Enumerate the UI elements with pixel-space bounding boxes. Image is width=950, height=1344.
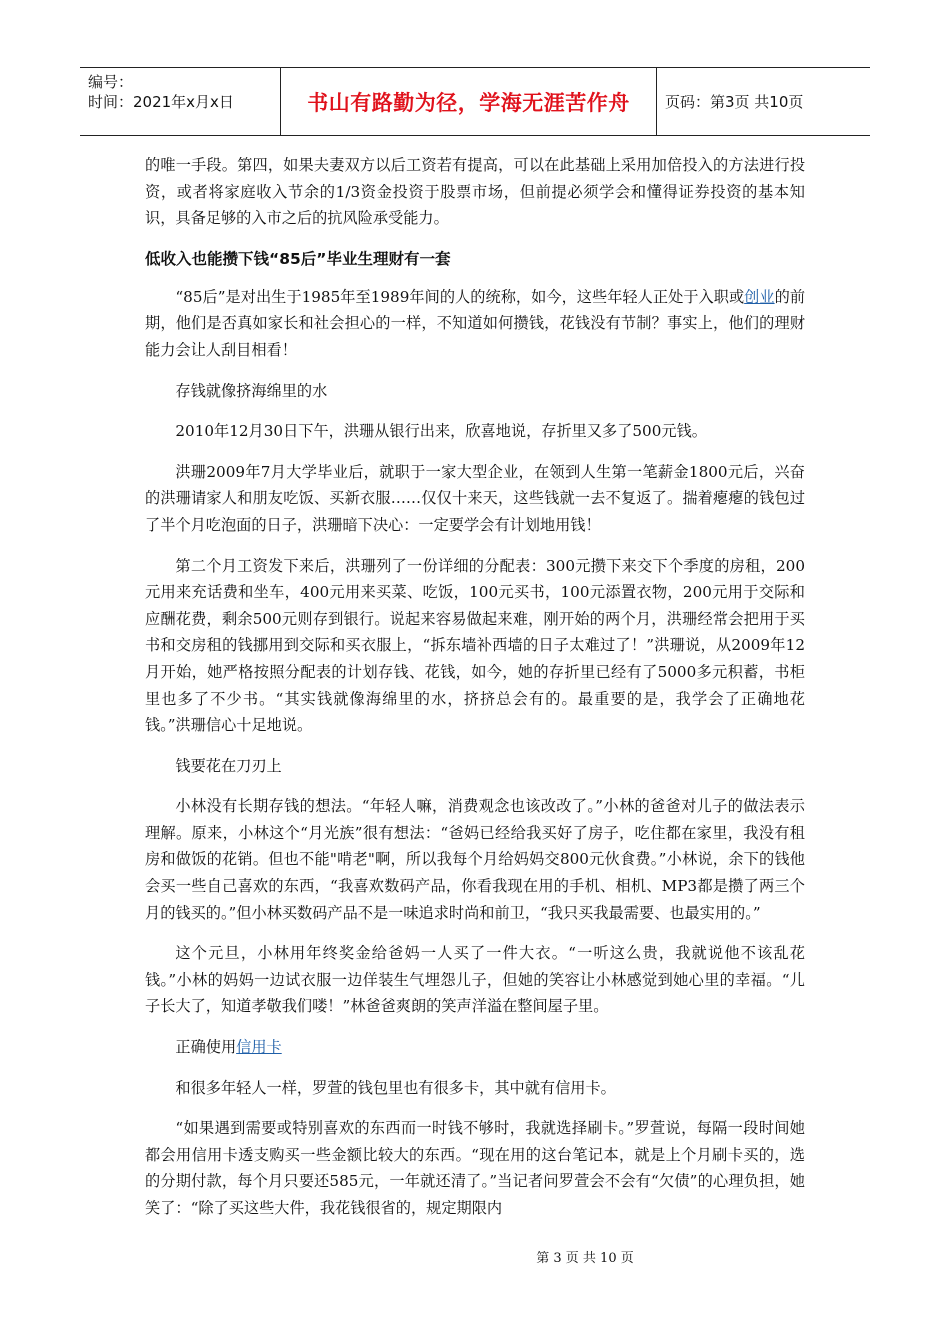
header-motto: 书山有路勤为径，学海无涯苦作舟 <box>281 68 657 135</box>
paragraph-xiaolin-1: 小林没有长期存钱的想法。“年轻人嘛，消费观念也该改改了。”小林的爸爸对儿子的做法表示理解。原来，小林这个“月光族”很有想法：“爸妈已经给我买好了房子，吃住都在家里，我没有租房和做饭的花销。但也不能"啃老"啊，所以我每个月给妈妈交800元伙食费。”小林说，余下的钱他会买一些自己喜欢的东西，“我喜欢数码产品，你看我现在用的手机、相机、MP3都是攒了两三个月的钱买的。”但小林买数码产品不是一味追求时尚和前卫，“我只买我最需要、也最实用的。” <box>145 797 805 922</box>
subheading-credit-card <box>145 1034 805 1061</box>
paragraph-luoxuan-1: 和很多年轻人一样，罗萱的钱包里也有很多卡，其中就有信用卡。 <box>175 1078 616 1097</box>
paragraph-luoxuan-2: “如果遇到需要或特别喜欢的东西而一时钱不够时，我就选择刷卡。”罗萱说，每隔一段时间她都会用信用卡透支购买一些金额比较大的东西。“现在用的这台笔记本，就是上个月刷卡买的，选的分期付款，每个月只要还585元，一年就还清了。”当记者问罗萱会不会有“欠债”的心理负担，她笑了：“除了买这些大件，我花钱很省的，规定期限内 <box>145 1119 805 1217</box>
subheading-spending: 钱要花在刀刃上 <box>175 756 282 775</box>
paragraph-85s <box>145 284 805 364</box>
link-credit-card[interactable]: 信用卡 <box>236 1038 282 1057</box>
page-header <box>80 67 870 136</box>
header-meta <box>80 68 281 135</box>
link-chuangye[interactable]: 创业 <box>744 287 775 306</box>
header-page-label: 页码：第3页 共10页 <box>665 93 804 111</box>
paragraph-hongshan-1: 2010年12月30日下午，洪珊从银行出来，欣喜地说，存折里又多了500元钱。 <box>175 422 707 441</box>
article-body <box>145 152 805 1236</box>
paragraph-hongshan-2: 洪珊2009年7月大学毕业后，就职于一家大型企业，在领到人生第一笔薪金1800元后，兴奋的洪珊请家人和朋友吃饭、买新衣服……仅仅十来天，这些钱就一去不复返了。揣着瘪瘪的钱包过了半个月吃泡面的日子，洪珊暗下决心：一定要学会有计划地用钱！ <box>145 462 805 534</box>
number-label: 编号： <box>88 73 134 91</box>
paragraph-85s-text-a: “85后”是对出生于1985年至1989年间的人的统称，如今，这些年轻人正处于入职或 <box>175 287 745 306</box>
paragraph-xiaolin-2: 这个元旦，小林用年终奖金给爸妈一人买了一件大衣。“一听这么贵，我就说他不该乱花钱。”小林的妈妈一边试衣服一边佯装生气埋怨儿子，但她的笑容让小林感觉到她心里的幸福。“儿子长大了，知道孝敬我们喽！”林爸爸爽朗的笑声洋溢在整间屋子里。 <box>145 944 805 1016</box>
page-footer: 第 3 页 共 10 页 <box>536 1251 634 1266</box>
paragraph-85s-text-b: 的前期，他们是否真如家长和社会担心的一样，不知道如何攒钱，花钱没有节制？事实上，他们的理财能力会让人刮目相看！ <box>145 287 806 359</box>
paragraph-intro: 的唯一手段。第四，如果夫妻双方以后工资若有提高，可以在此基础上采用加倍投入的方法进行投资，或者将家庭收入节余的1/3资金投资于股票市场，但前提必须学会和懂得证券投资的基本知识，具备足够的入市之后的抗风险承受能力。 <box>145 156 805 228</box>
paragraph-hongshan-3: 第二个月工资发下来后，洪珊列了一份详细的分配表：300元攒下来交下个季度的房租，200元用来充话费和坐车，400元用来买菜、吃饭，100元买书，100元添置衣物，200元用于交际和应酬花费，剩余500元则存到银行。说起来容易做起来难，刚开始的两个月，洪珊经常会把用于买书和交房租的钱挪用到交际和买衣服上，“拆东墙补西墙的日子太难过了！”洪珊说，从2009年12月开始，她严格按照分配表的计划存钱、花钱，如今，她的存折里已经有了5000多元积蓄，书柜里也多了不少书。“其实钱就像海绵里的水，挤挤总会有的。最重要的是，我学会了正确地花钱。”洪珊信心十足地说。 <box>145 556 805 735</box>
subheading-saving: 存钱就像挤海绵里的水 <box>175 381 328 400</box>
article-heading: 低收入也能攒下钱“85后”毕业生理财有一套 <box>145 249 451 268</box>
date-label: 时间：2021年x月x日 <box>88 93 234 111</box>
subheading-credit-card-text: 正确使用 <box>175 1038 237 1057</box>
